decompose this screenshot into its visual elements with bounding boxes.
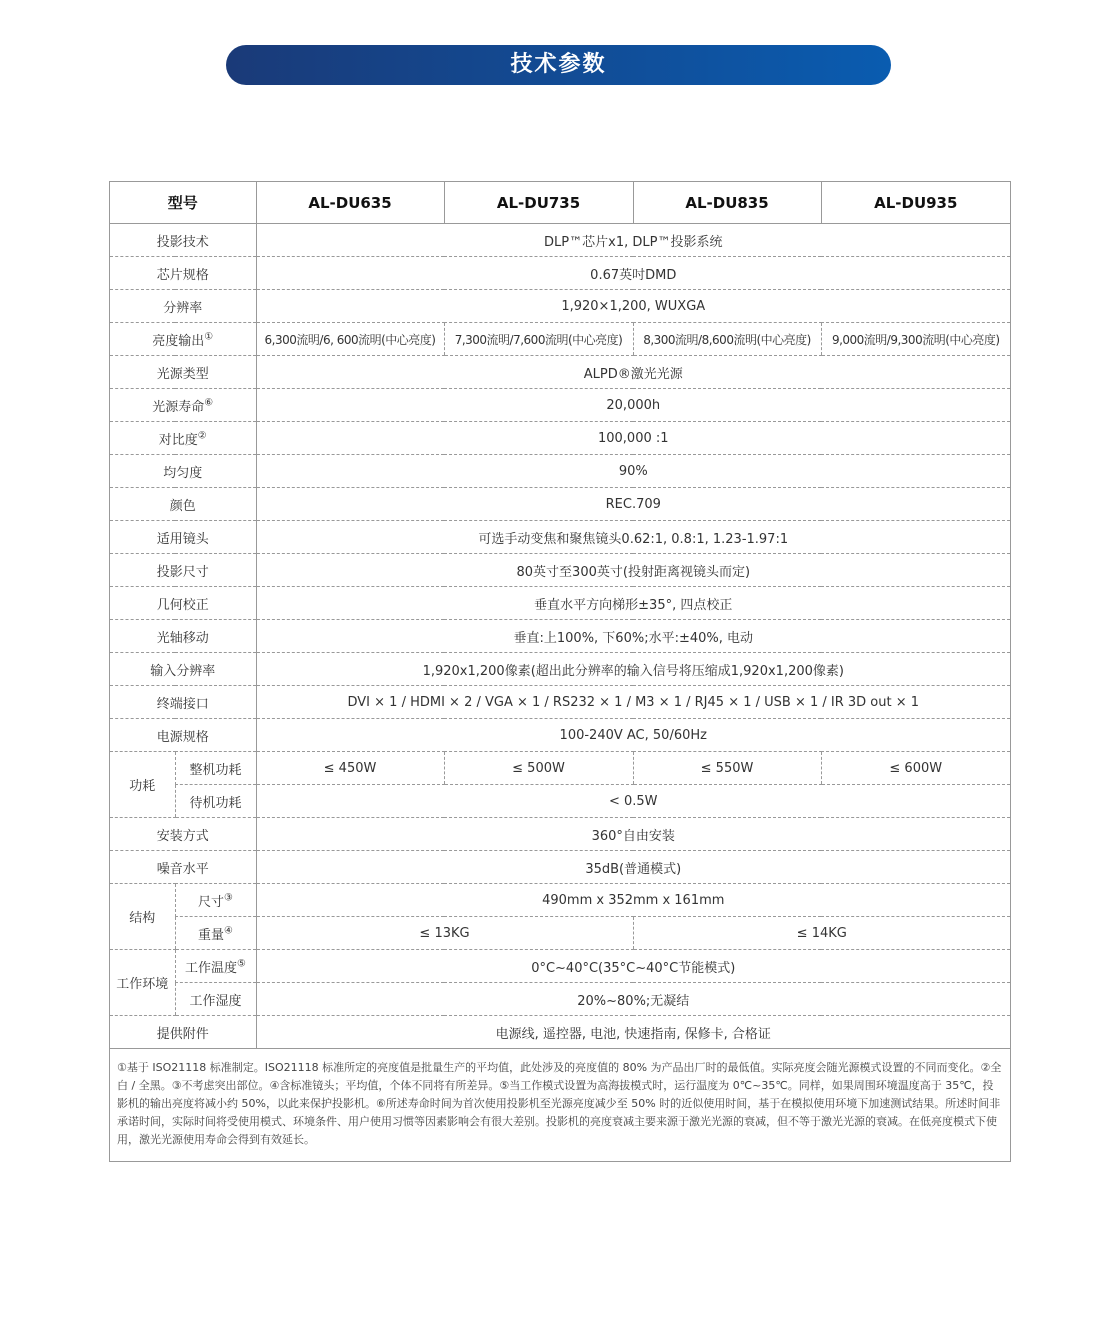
row-label: 几何校正 xyxy=(110,587,256,620)
row-value: 1,920x1,200像素(超出此分辨率的输入信号将压缩成1,920x1,200像素) xyxy=(256,653,1010,686)
row-value: ALPD®激光光源 xyxy=(256,356,1010,389)
row-value: 7,300流明/7,600流明(中心亮度) xyxy=(444,323,633,356)
row-label: 芯片规格 xyxy=(110,257,256,290)
row-label: 提供附件 xyxy=(110,1016,256,1049)
footnote-mark: ⑤ xyxy=(237,958,246,970)
footnote-mark: ⑥ xyxy=(204,397,214,409)
row-value: 1,920×1,200, WUXGA xyxy=(256,290,1010,323)
row-label-cell xyxy=(110,323,256,356)
table-row xyxy=(110,257,1010,290)
row-value: ≤ 13KG xyxy=(256,917,633,950)
row-value: 垂直:上100%, 下60%;水平:±40%, 电动 xyxy=(256,620,1010,653)
table-row xyxy=(110,224,1010,257)
table-row xyxy=(110,653,1010,686)
row-value: 电源线, 遥控器, 电池, 快速指南, 保修卡, 合格证 xyxy=(256,1016,1010,1049)
row-value: ≤ 500W xyxy=(444,752,633,785)
table-row xyxy=(110,785,1010,818)
row-value: 6,300流明/6, 600流明(中心亮度) xyxy=(256,323,444,356)
row-value: 100,000 :1 xyxy=(256,422,1010,455)
model-du635: AL-DU635 xyxy=(256,182,444,224)
row-label: 输入分辨率 xyxy=(110,653,256,686)
table-row xyxy=(110,851,1010,884)
row-label: 颜色 xyxy=(110,488,256,521)
model-du935: AL-DU935 xyxy=(821,182,1010,224)
footnote-mark: ③ xyxy=(224,892,233,904)
row-label: 光源寿命 xyxy=(152,399,205,415)
row-value: REC.709 xyxy=(256,488,1010,521)
footnote-mark: ④ xyxy=(224,925,233,937)
table-row xyxy=(110,422,1010,455)
row-value: ≤ 450W xyxy=(256,752,444,785)
table-row xyxy=(110,752,1010,785)
table-row xyxy=(110,620,1010,653)
footnote-mark: ② xyxy=(197,430,207,442)
footnote-mark: ① xyxy=(204,331,214,343)
row-value: 0.67英吋DMD xyxy=(256,257,1010,290)
table-row xyxy=(110,884,1010,917)
row-value: 490mm x 352mm x 161mm xyxy=(256,884,1010,917)
table-row xyxy=(110,323,1010,356)
row-label-cell xyxy=(110,422,256,455)
row-label-cell xyxy=(175,950,256,983)
row-value: 9,000流明/9,300流明(中心亮度) xyxy=(821,323,1010,356)
group-label: 工作环境 xyxy=(110,950,175,1016)
table-row xyxy=(110,818,1010,851)
row-label: 投影尺寸 xyxy=(110,554,256,587)
row-value: 360°自由安装 xyxy=(256,818,1010,851)
row-label: 待机功耗 xyxy=(175,785,256,818)
row-value: 0°C~40°C(35°C~40°C节能模式) xyxy=(256,950,1010,983)
table-row xyxy=(110,1016,1010,1049)
row-value: DLP™芯片x1, DLP™投影系统 xyxy=(256,224,1010,257)
footnotes: ①基于 ISO21118 标准制定。ISO21118 标准所定的亮度值是批量生产的平均值，此处涉及的亮度值的 80% 为产品出厂时的最低值。实际亮度会随光源模式设置的不同而变化。②全白 / 全黑。③不考虑突出部位。④含标准镜头；平均值，个体不同将有所差异。⑤当工作模式设置为高海拔模式时，运行温度为 0℃~35℃。同样，如果周围环境温度高于 35℃，投影机的输出亮度将减小约 50%，以此来保护投影机。⑥所述寿命时间为首次使用投影机至光源亮度减少至 50% 时的近似使用时间，基于在模拟使用环境下加速测试结果。所述时间非承诺时间，实际时间将受使用模式、环境条件、用户使用习惯等因素影响会有很大差别。投影机的亮度衰减主要来源于激光光源的衰减，但不等于激光光源的衰减。在低亮度模式下使用，激光光源使用寿命会得到有效延长。 xyxy=(110,1048,1010,1161)
table-row xyxy=(110,587,1010,620)
row-label: 光源类型 xyxy=(110,356,256,389)
row-value: ≤ 14KG xyxy=(633,917,1010,950)
row-value: ≤ 600W xyxy=(821,752,1010,785)
row-label: 电源规格 xyxy=(110,719,256,752)
row-label: 重量 xyxy=(198,927,225,943)
row-label: 终端接口 xyxy=(110,686,256,719)
row-label: 工作温度 xyxy=(185,960,238,976)
table-row xyxy=(110,719,1010,752)
row-label: 尺寸 xyxy=(198,894,225,910)
table-row xyxy=(110,488,1010,521)
table-row xyxy=(110,950,1010,983)
table-row xyxy=(110,521,1010,554)
row-label: 工作湿度 xyxy=(175,983,256,1016)
row-value: 20%~80%;无凝结 xyxy=(256,983,1010,1016)
row-label: 对比度 xyxy=(158,432,198,448)
row-value: 8,300流明/8,600流明(中心亮度) xyxy=(633,323,821,356)
row-value: ≤ 550W xyxy=(633,752,821,785)
row-value: 可选手动变焦和聚焦镜头0.62:1, 0.8:1, 1.23-1.97:1 xyxy=(256,521,1010,554)
row-label: 整机功耗 xyxy=(175,752,256,785)
row-label-cell xyxy=(175,917,256,950)
model-label: 型号 xyxy=(110,182,256,224)
row-label-cell xyxy=(110,389,256,422)
row-value: DVI × 1 / HDMI × 2 / VGA × 1 / RS232 × 1 / M3 × 1 / RJ45 × 1 / USB × 1 / IR 3D out × 1 xyxy=(256,686,1010,719)
row-label: 亮度输出 xyxy=(152,333,205,349)
row-value: 90% xyxy=(256,455,1010,488)
row-value: 100-240V AC, 50/60Hz xyxy=(256,719,1010,752)
row-value: 垂直水平方向梯形±35°, 四点校正 xyxy=(256,587,1010,620)
table-row xyxy=(110,983,1010,1016)
spec-table xyxy=(109,181,1011,1162)
table-row xyxy=(110,686,1010,719)
row-value: 20,000h xyxy=(256,389,1010,422)
row-label-cell xyxy=(175,884,256,917)
table-row xyxy=(110,455,1010,488)
row-value: < 0.5W xyxy=(256,785,1010,818)
row-label: 分辨率 xyxy=(110,290,256,323)
table-row xyxy=(110,356,1010,389)
row-label: 均匀度 xyxy=(110,455,256,488)
row-value: 80英寸至300英寸(投射距离视镜头而定) xyxy=(256,554,1010,587)
row-label: 噪音水平 xyxy=(110,851,256,884)
header-row xyxy=(110,182,1010,224)
row-value: 35dB(普通模式) xyxy=(256,851,1010,884)
row-label: 光轴移动 xyxy=(110,620,256,653)
table-row xyxy=(110,290,1010,323)
table-row xyxy=(110,554,1010,587)
model-du835: AL-DU835 xyxy=(633,182,821,224)
page-title: 技术参数 xyxy=(226,45,891,85)
row-label: 适用镜头 xyxy=(110,521,256,554)
group-label: 功耗 xyxy=(110,752,175,818)
row-label: 安装方式 xyxy=(110,818,256,851)
table-row xyxy=(110,917,1010,950)
table-row xyxy=(110,389,1010,422)
model-du735: AL-DU735 xyxy=(444,182,633,224)
row-label: 投影技术 xyxy=(110,224,256,257)
group-label: 结构 xyxy=(110,884,175,950)
